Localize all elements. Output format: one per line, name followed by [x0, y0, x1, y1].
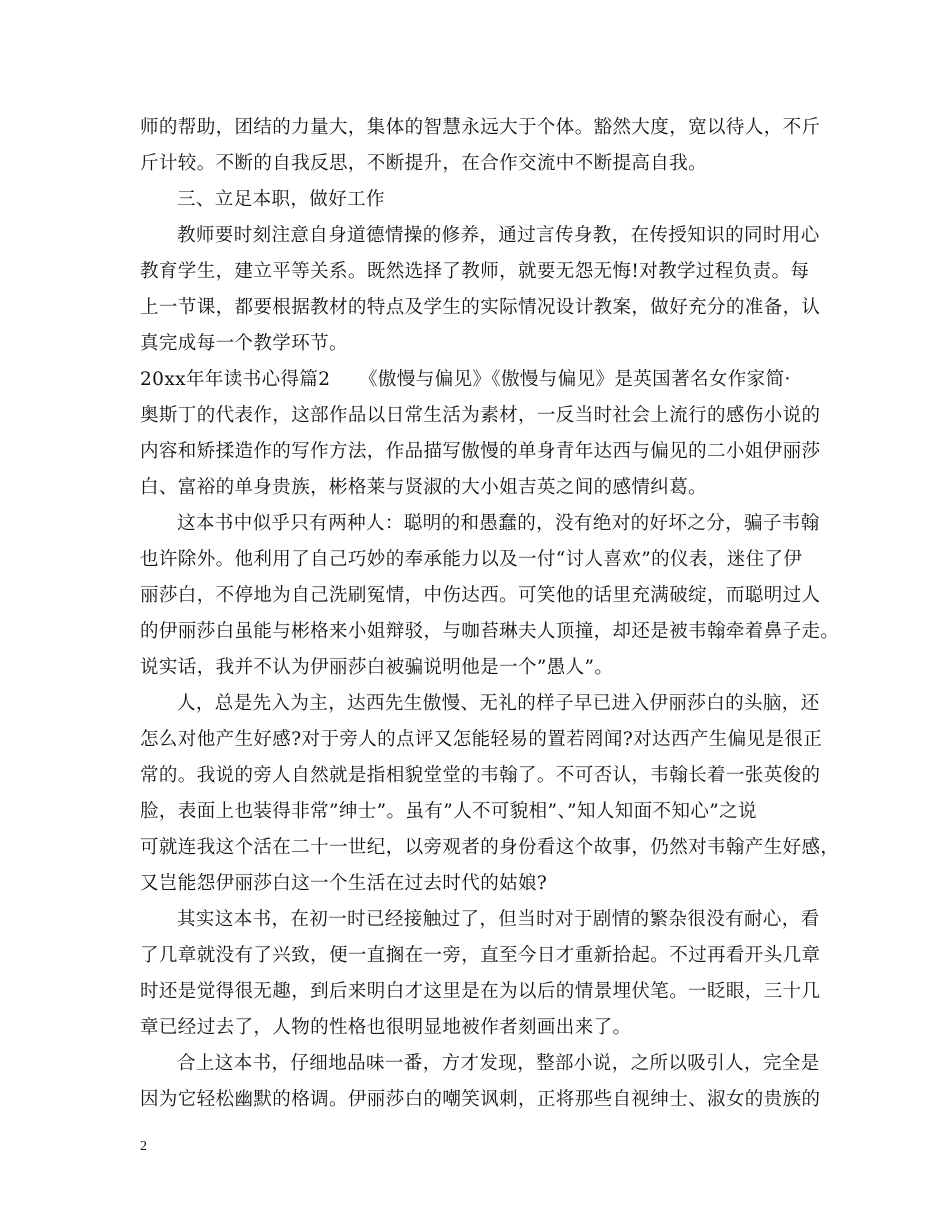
text-line: 教育学生，建立平等关系。既然选择了教师，就要无怨无悔!对教学过程负责。每 [140, 261, 810, 282]
text-line: 上一节课，都要根据教材的特点及学生的实际情况设计教案，做好充分的准备，认 [140, 297, 821, 318]
text-line: 的伊丽莎白虽能与彬格来小姐辩驳，与咖苔琳夫人顶撞，却还是被韦翰牵着鼻子走。 [140, 621, 840, 642]
text-line: 章已经过去了，人物的性格也很明显地被作者刻画出来了。 [140, 1017, 632, 1038]
section-heading: 三、立足本职，做好工作 [177, 189, 385, 210]
text-line: 说实话，我并不认为伊丽莎白被骗说明他是一个”愚人”。 [140, 657, 614, 678]
text-line: 怎么对他产生好感?对于旁人的点评又怎能轻易的置若罔闻?对达西产生偏见是很正 [140, 729, 823, 750]
text-line: 这本书中似乎只有两种人：聪明的和愚蠢的，没有绝对的好坏之分，骗子韦翰 [177, 513, 820, 534]
text-line: 了几章就没有了兴致，便一直搁在一旁，直至今日才重新拾起。不过再看开头几章 [140, 945, 821, 966]
text-line: 合上这本书，仔细地品味一番，方才发现，整部小说，之所以吸引人，完全是 [177, 1053, 820, 1074]
text-line: 真完成每一个教学环节。 [140, 333, 348, 354]
text-line: 人，总是先入为主，达西先生傲慢、无礼的样子早已进入伊丽莎白的头脑，还 [177, 693, 820, 714]
text-line: 又岂能怨伊丽莎白这一个生活在过去时代的姑娘? [140, 873, 548, 894]
text-line: 教师要时刻注意自身道德情操的修养，通过言传身教，在传授知识的同时用心 [177, 225, 820, 246]
text-line: 脸，表面上也装得非常”绅士”。虽有”人不可貌相”、”知人知面不知心”之说 [140, 801, 757, 822]
text-line: 因为它轻松幽默的格调。伊丽莎白的嘲笑讽刺，正将那些自视绅士、淑女的贵族的 [140, 1089, 821, 1110]
text-line: 师的帮助，团结的力量大，集体的智慧永远大于个体。豁然大度，宽以待人，不斤 [140, 117, 821, 138]
text-line: 白、富裕的单身贵族，彬格莱与贤淑的大小姐吉英之间的感情纠葛。 [140, 477, 708, 498]
text-line: 丽莎白，不停地为自己洗刷冤情，中伤达西。可笑他的话里充满破绽，而聪明过人 [140, 585, 821, 606]
text-line: 奥斯丁的代表作，这部作品以日常生活为素材，一反当时社会上流行的感伤小说的 [140, 405, 821, 426]
text-line: 时还是觉得很无趣，到后来明白才这里是在为以后的情景埋伏笔。一眨眼，三十几 [140, 981, 821, 1002]
text-line: 斤计较。不断的自我反思，不断提升，在合作交流中不断提高自我。 [140, 153, 708, 174]
text-line: 可就连我这个活在二十一世纪，以旁观者的身份看这个故事，仍然对韦翰产生好感， [140, 837, 840, 858]
text-line: 其实这本书，在初一时已经接触过了，但当时对于剧情的繁杂很没有耐心，看 [177, 909, 820, 930]
page-number: 2 [140, 1139, 147, 1154]
text-line: 也许除外。他利用了自己巧妙的奉承能力以及一付“讨人喜欢”的仪表，迷住了伊 [140, 549, 803, 570]
article-title-line: 20xx年年读书心得篇2 《傲慢与偏见》《傲慢与偏见》是英国著名女作家简· [140, 369, 791, 390]
text-line: 内容和矫揉造作的写作方法，作品描写傲慢的单身青年达西与偏见的二小姐伊丽莎 [140, 441, 821, 462]
text-line: 常的。我说的旁人自然就是指相貌堂堂的韦翰了。不可否认，韦翰长着一张英俊的 [140, 765, 821, 786]
